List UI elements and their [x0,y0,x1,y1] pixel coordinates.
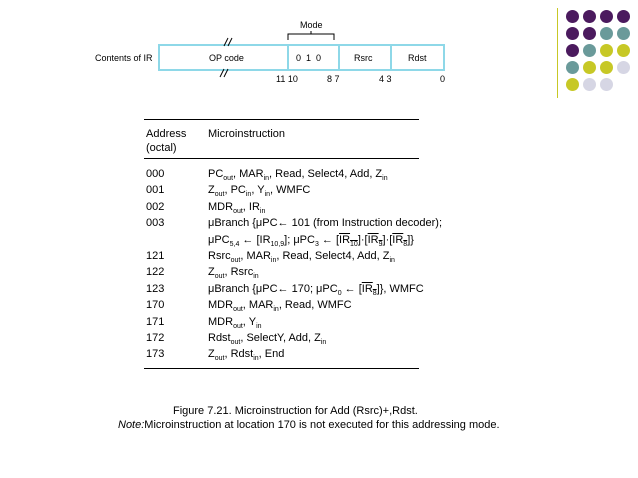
break-mark-icon [218,68,230,78]
field-rsrc: Rsrc [354,53,373,63]
row-microinstruction: Rsrc$_{out}$, $MAR_{in}$, Read, Select4, Add, $Z_{in}$ [208,250,395,264]
contents-of-ir-label: Contents of IR [95,53,153,63]
row-address: 123 [146,282,165,295]
bit-position: 4 3 [379,74,392,84]
row-address: 173 [146,348,165,361]
figure-note [118,419,500,431]
table-bottom-rule [144,368,419,369]
field-mode-bits: 0 1 0 [296,53,322,63]
decorative-dot-grid [566,10,636,100]
row-microinstruction: $MDR_{out}$, $MAR_{in}$, Read, WMFC [208,299,352,314]
bit-position: 11 10 [276,74,298,84]
figure-caption: Figure 7.21. Microinstruction for Add (Rsrc)+,Rdst. [173,405,418,417]
note-label: Note: [118,419,145,431]
col-header-address-sub: (octal) [146,142,177,154]
row-address: 172 [146,332,165,344]
row-address: 171 [146,315,165,328]
col-header-microinstruction: Microinstruction [208,128,286,140]
bit-position: 8 7 [327,74,340,84]
table-top-rule [144,119,419,120]
field-rdst: Rdst [408,53,427,63]
row-microinstruction: $Z_{out}$, Rdst$_{in}$, End [208,348,285,363]
row-microinstruction: μBranch {μPC← 101 (from Instruction decoder); [208,217,442,230]
col-header-address: Address [146,128,187,140]
row-microinstruction: μBranch {μPC← 170; μPC$_0$ ← $[IR_8]$}, WMFC [208,282,424,297]
row-address: 001 [146,184,165,197]
row-microinstruction: μPC$_{5,4}$ ← $[IR_{10,9}]$; μPC$_3$ ← $[IR_{10}]\cdot[IR_9]\cdot[IR_8]$} [208,233,414,248]
row-microinstruction: $Z_{out}$, $PC_{in}$, $Y_{in}$, WMFC [208,184,311,199]
bit-position: 0 [440,74,446,84]
row-microinstruction: Rdst$_{out}$, SelectY, Add, $Z_{in}$ [208,332,327,346]
table-header-rule [144,158,419,159]
row-microinstruction: $PC_{out}$, $MAR_{in}$, Read, Select4, Add, $Z_{in}$ [208,168,388,182]
row-address: 003 [146,217,165,230]
vertical-rule [557,8,558,98]
row-address: 122 [146,266,165,279]
ir-divider [287,44,289,71]
row-address: 121 [146,250,165,262]
row-microinstruction: $MDR_{out}$, $IR_{in}$ [208,200,266,215]
row-address: 170 [146,299,165,312]
mode-label: Mode [300,20,323,30]
mode-bracket [286,30,336,42]
ir-divider [390,44,392,71]
break-mark-icon [222,37,234,47]
field-opcode: OP code [209,53,244,63]
row-microinstruction: $MDR_{out}$, $Y_{in}$ [208,315,262,330]
row-address: 002 [146,200,165,213]
note-text: Microinstruction at location 170 is not executed for this addressing mode. [144,419,500,431]
row-address: 000 [146,168,165,180]
ir-divider [338,44,340,71]
row-microinstruction: $Z_{out}$, Rsrc$_{in}$ [208,266,259,281]
